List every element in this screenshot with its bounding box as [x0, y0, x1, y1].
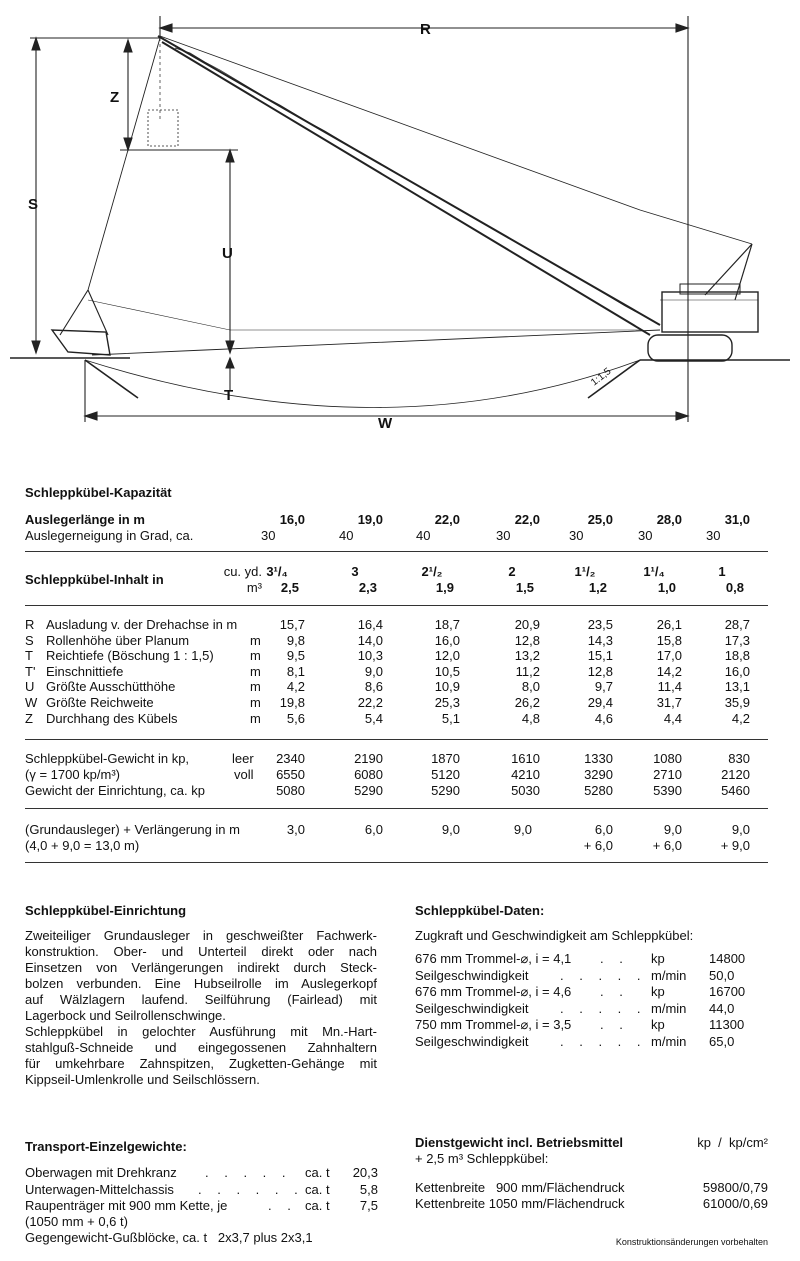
spec-value: 8,6	[364, 679, 383, 695]
spec-value: 17,3	[724, 632, 750, 648]
spec-label: Größte Reichweite	[46, 695, 154, 710]
spec-value: 14,3	[587, 632, 613, 648]
data-row-dots: . . . . .	[560, 967, 647, 983]
dim-label-u: U	[222, 245, 233, 262]
weight-value: 5290	[354, 783, 383, 798]
spec-value: 11,2	[515, 663, 540, 679]
spec-value: 19,8	[279, 695, 305, 710]
spec-value: 8,0	[521, 679, 540, 695]
spec-value: 13,1	[724, 679, 750, 695]
density-label: (γ = 1700 kp/m³)	[25, 767, 121, 782]
spec-value: 23,5	[587, 617, 613, 632]
equipment-text-line: Zweiteiliger Grundausleger in geschweißter Fachwerk-	[25, 928, 377, 943]
spec-value: 9,8	[286, 632, 305, 648]
extension-add-value: + 6,0	[652, 838, 682, 853]
weight-value: 830	[728, 751, 750, 766]
bucket-m3-value: 1,0	[657, 580, 676, 595]
weight-value: 1610	[511, 751, 540, 766]
spec-value: 13,2	[514, 648, 540, 664]
transport-row-value: 7,5	[359, 1198, 378, 1213]
spec-letter: T	[25, 648, 33, 664]
spec-letter: U	[25, 679, 35, 695]
spec-unit: m	[250, 695, 261, 710]
transport-note: (1050 mm + 0,6 t)	[25, 1214, 128, 1229]
weight-empty-label: leer	[232, 751, 254, 766]
bucket-m3-value: 1,5	[515, 580, 534, 595]
spec-value: 4,8	[521, 710, 540, 726]
data-row-label: Seilgeschwindigkeit	[415, 1000, 529, 1016]
transport-row-unit: ca. t	[305, 1198, 330, 1213]
boom-length-value: 28,0	[656, 512, 682, 527]
spec-unit: m	[250, 710, 261, 726]
divider	[25, 739, 768, 740]
boom-angle-value: 30	[638, 528, 653, 543]
transport-row-dots: . .	[268, 1198, 297, 1213]
divider	[25, 551, 768, 552]
spec-value: 4,2	[286, 679, 305, 695]
boom-length-value: 31,0	[724, 512, 750, 527]
data-row-unit: kp	[651, 951, 665, 966]
equipment-text-line: konstruktion. Ober- und Unterteil direkt oder nach	[25, 944, 377, 959]
bucket-cuyd-value: 2¹/₂	[421, 564, 443, 579]
boom-length-value: 25,0	[587, 512, 613, 527]
boom-angle-value: 30	[496, 528, 511, 543]
transport-row-label: Unterwagen-Mittelchassis	[25, 1181, 174, 1197]
bucket-cuyd-value: 1¹/₂	[574, 564, 596, 579]
spec-value: 15,7	[279, 617, 305, 632]
spec-label: Größte Ausschütthöhe	[46, 679, 176, 695]
spec-value: 10,5	[434, 663, 460, 679]
equipment-title: Schleppkübel-Einrichtung	[25, 903, 187, 918]
spec-value: 25,3	[434, 695, 460, 710]
data-row-value: 11300	[709, 1017, 745, 1032]
extension-value: 9,0	[513, 822, 532, 837]
data-row-value: 44,0	[709, 1000, 735, 1016]
service-row-value: 59800/0,79	[702, 1180, 768, 1195]
spec-value: 26,2	[514, 695, 540, 710]
spec-value: 16,0	[434, 632, 460, 648]
weight-value: 5030	[511, 783, 540, 798]
spec-value: 4,4	[663, 710, 682, 726]
divider	[25, 862, 768, 863]
extension-label: (Grundausleger) + Verlängerung in m	[25, 822, 240, 837]
dim-label-s: S	[28, 196, 39, 213]
dim-label-t: T	[224, 387, 234, 404]
data-row-unit: kp	[651, 1017, 665, 1032]
boom-angle-value: 40	[339, 528, 354, 543]
spec-letter: S	[25, 632, 34, 648]
spec-value: 31,7	[656, 695, 682, 710]
transport-row-unit: ca. t	[305, 1165, 330, 1180]
boom-length-label: Auslegerlänge in m	[25, 512, 145, 527]
equipment-description	[25, 928, 377, 1088]
spec-value: 29,4	[587, 695, 613, 710]
extension-note: (4,0 + 9,0 = 13,0 m)	[25, 838, 140, 853]
spec-label: Ausladung v. der Drehachse in m	[46, 617, 238, 632]
service-unit: kp / kp/cm²	[697, 1135, 768, 1150]
weight-value: 5290	[431, 783, 460, 798]
data-intro: Zugkraft und Geschwindigkeit am Schleppkübel:	[415, 928, 694, 943]
weight-value: 5120	[431, 767, 460, 782]
extension-value: 9,0	[731, 822, 750, 837]
weight-value: 2340	[276, 751, 305, 766]
footnote: Konstruktionsänderungen vorbehalten	[615, 1237, 768, 1247]
spec-value: 16,4	[357, 617, 383, 632]
boom-angle-value: 30	[261, 528, 276, 543]
equipment-text-line: Lagerbock und Seilrollenschwinge.	[25, 1008, 226, 1023]
weight-value: 3290	[584, 767, 613, 782]
boom-length-value: 19,0	[357, 512, 383, 527]
spec-value: 16,0	[724, 663, 750, 679]
data-row-label: 676 mm Trommel-⌀, i = 4,1	[415, 951, 572, 966]
spec-value: 9,5	[286, 648, 305, 664]
dim-label-z: Z	[110, 89, 120, 106]
bucket-m3-value: 2,5	[280, 580, 299, 595]
data-row-value: 16700	[709, 984, 746, 999]
spec-letter: W	[25, 695, 38, 710]
weight-value: 6550	[276, 767, 305, 782]
weight-value: 6080	[354, 767, 383, 782]
spec-value: 28,7	[724, 617, 750, 632]
extension-value: 3,0	[286, 822, 305, 837]
data-row-dots: . . . . .	[560, 1033, 647, 1049]
spec-value: 5,4	[364, 710, 383, 726]
weight-value: 2190	[354, 751, 383, 766]
extension-add-value: + 9,0	[720, 838, 750, 853]
data-row-unit: m/min	[651, 1033, 687, 1049]
divider	[25, 808, 768, 809]
equipment-text-line: Kippseil-Umlenkrolle und Seilschlössern.	[25, 1072, 260, 1087]
equipment-text-line: Schleppkübel in gelochter Ausführung mit Mn.-Hart-	[25, 1024, 377, 1039]
slope-label: 1:1,5	[589, 365, 614, 389]
dim-label-r: R	[420, 21, 431, 38]
spec-value: 20,9	[514, 617, 540, 632]
weight-value: 5390	[653, 783, 682, 798]
data-row-dots: . . . . .	[560, 1000, 647, 1016]
data-row-label: Seilgeschwindigkeit	[415, 967, 529, 983]
boom-angle-label: Auslegerneigung in Grad, ca.	[25, 528, 194, 543]
boom-angle-value: 40	[416, 528, 431, 543]
weight-label: Schleppkübel-Gewicht in kp,	[25, 751, 190, 766]
transport-row-label: Raupenträger mit 900 mm Kette, je	[25, 1198, 228, 1213]
spec-value: 11,4	[657, 679, 682, 695]
spec-value: 9,0	[364, 663, 383, 679]
bucket-volume-label: Schleppkübel-Inhalt in	[25, 572, 164, 587]
spec-unit: m	[250, 648, 261, 664]
extension-value: 6,0	[364, 822, 383, 837]
boom-length-value: 22,0	[434, 512, 460, 527]
bucket-cuyd-value: 2	[508, 564, 516, 579]
data-title: Schleppkübel-Daten:	[415, 903, 545, 918]
divider	[25, 605, 768, 606]
weight-value: 4210	[511, 767, 540, 782]
data-row-label: 676 mm Trommel-⌀, i = 4,6	[415, 984, 572, 999]
spec-value: 12,8	[514, 632, 540, 648]
spec-value: 22,2	[357, 695, 383, 710]
spec-value: 14,2	[656, 663, 682, 679]
data-row-dots: . .	[600, 984, 629, 999]
data-row-label: Seilgeschwindigkeit	[415, 1033, 529, 1049]
spec-letter: Z	[25, 710, 33, 726]
extension-value: 6,0	[594, 822, 613, 837]
extension-add-value: + 6,0	[583, 838, 613, 853]
spec-unit: m	[250, 632, 261, 648]
spec-value: 8,1	[286, 663, 305, 679]
spec-letter: T'	[25, 663, 36, 679]
spec-value: 10,9	[434, 679, 460, 695]
transport-row-dots: . . . . .	[205, 1165, 292, 1180]
weight-value: 1870	[431, 751, 460, 766]
dim-label-w: W	[378, 415, 393, 432]
transport-title: Transport-Einzelgewichte:	[25, 1139, 187, 1154]
equipment-text-line: Einsetzen von Verlängerungen indirekt durch Steck-	[25, 960, 377, 975]
weight-value: 2710	[653, 767, 682, 782]
data-row-label: 750 mm Trommel-⌀, i = 3,5	[415, 1017, 572, 1032]
weight-full-label: voll	[234, 767, 254, 782]
boom-length-value: 22,0	[514, 512, 540, 527]
service-row-label: Kettenbreite 1050 mm/Flächendruck	[415, 1196, 625, 1211]
data-row-unit: m/min	[651, 967, 687, 983]
unit-cuyd: cu. yd.	[223, 564, 262, 579]
spec-value: 9,7	[594, 679, 613, 695]
spec-value: 5,6	[286, 710, 305, 726]
spec-value: 17,0	[656, 648, 682, 664]
unit-m3: m³	[246, 580, 262, 595]
data-row-value: 65,0	[709, 1033, 735, 1049]
equipment-text-line: für umkehrbare Zahnspitzen, Zugketten-Gehänge mit	[25, 1056, 377, 1071]
transport-row-dots: . . . . . .	[198, 1181, 304, 1197]
weight-value: 2120	[721, 767, 750, 782]
spec-value: 4,2	[731, 710, 750, 726]
transport-row-unit: ca. t	[305, 1181, 330, 1197]
boom-length-value: 16,0	[279, 512, 305, 527]
data-row-value: 14800	[709, 951, 746, 966]
capacity-title: Schleppkübel-Kapazität	[25, 485, 172, 500]
spec-value: 10,3	[357, 648, 383, 664]
bucket-cuyd-value: 1¹/₄	[643, 564, 665, 579]
data-row-dots: . .	[600, 1017, 629, 1032]
service-row-value: 61000/0,69	[702, 1196, 768, 1211]
equipment-weight-label: Gewicht der Einrichtung, ca. kp	[25, 783, 205, 798]
spec-label: Durchhang des Kübels	[46, 710, 178, 726]
spec-value: 26,1	[656, 617, 682, 632]
spec-value: 15,1	[587, 648, 613, 664]
extension-value: 9,0	[441, 822, 460, 837]
boom-angle-value: 30	[706, 528, 721, 543]
spec-label: Rollenhöhe über Planum	[46, 632, 190, 648]
data-row-dots: . .	[600, 951, 629, 966]
boom-angle-value: 30	[569, 528, 584, 543]
spec-label: Reichtiefe (Böschung 1 : 1,5)	[46, 648, 214, 664]
bucket-m3-value: 2,3	[358, 580, 377, 595]
spec-value: 14,0	[357, 632, 383, 648]
data-row-value: 50,0	[709, 967, 735, 983]
dragline-diagram	[0, 0, 800, 440]
equipment-text-line: auf Wälzlagern laufend. Seilführung (Fairlead) mit	[25, 992, 377, 1007]
spec-value: 18,8	[724, 648, 750, 664]
spec-value: 15,8	[656, 632, 682, 648]
service-sub: + 2,5 m³ Schleppkübel:	[415, 1151, 549, 1166]
bucket-cuyd-value: 3	[351, 564, 359, 579]
equipment-text-line: stahlguß-Schneide und eingegossenen Zahnhaltern	[25, 1040, 377, 1055]
transport-row-label: Oberwagen mit Drehkranz	[25, 1165, 177, 1180]
spec-value: 12,8	[587, 663, 613, 679]
spec-letter: R	[25, 617, 35, 632]
weight-value: 5080	[276, 783, 305, 798]
weight-value: 1080	[653, 751, 682, 766]
bucket-m3-value: 0,8	[725, 580, 744, 595]
extension-value: 9,0	[663, 822, 682, 837]
spec-value: 4,6	[594, 710, 613, 726]
spec-unit: m	[250, 663, 261, 679]
equipment-text-line: bolzen verbunden. Eine Hubseilrolle im Auslegerkopf	[25, 976, 377, 991]
weight-value: 1330	[584, 751, 613, 766]
spec-value: 18,7	[434, 617, 460, 632]
transport-row-value: 20,3	[352, 1165, 378, 1180]
spec-unit: m	[250, 679, 261, 695]
spec-value: 5,1	[441, 710, 460, 726]
bucket-m3-value: 1,2	[588, 580, 607, 595]
service-title: Dienstgewicht incl. Betriebsmittel	[415, 1135, 624, 1150]
data-row-unit: kp	[651, 984, 665, 999]
bucket-cuyd-value: 1	[718, 564, 726, 579]
data-row-unit: m/min	[651, 1000, 687, 1016]
transport-row-value: 5,8	[359, 1181, 378, 1197]
counterweight-row: Gegengewicht-Gußblöcke, ca. t 2x3,7 plus 2x3,1	[25, 1230, 313, 1245]
spec-value: 12,0	[434, 648, 460, 664]
spec-label: Einschnittiefe	[46, 663, 124, 679]
bucket-cuyd-value: 3¹/₄	[266, 564, 288, 579]
spec-value: 35,9	[724, 695, 750, 710]
bucket-m3-value: 1,9	[435, 580, 454, 595]
service-row-label: Kettenbreite 900 mm/Flächendruck	[415, 1180, 625, 1195]
weight-value: 5280	[584, 783, 613, 798]
weight-value: 5460	[721, 783, 750, 798]
